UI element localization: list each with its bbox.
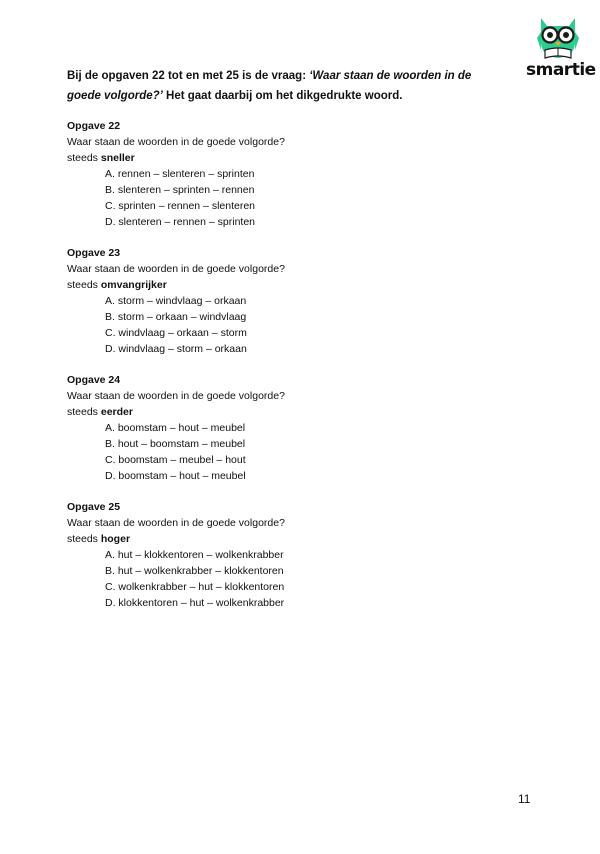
answer-option-d: D. windvlaag – storm – orkaan — [105, 343, 247, 355]
exercise-question: Waar staan de woorden in de goede volgorde? — [67, 517, 285, 529]
instructions — [67, 66, 507, 106]
answer-option-b: B. hout – boomstam – meubel — [105, 438, 246, 450]
exercise-question: Waar staan de woorden in de goede volgorde? — [67, 136, 285, 148]
exercise-title: Opgave 22 — [67, 120, 121, 132]
answer-option-b: B. hut – wolkenkrabber – klokkentoren — [105, 565, 284, 577]
exercise-25 — [67, 499, 487, 611]
answer-option-a: A. storm – windvlaag – orkaan — [105, 295, 247, 307]
exercise-question: Waar staan de woorden in de goede volgorde? — [67, 263, 285, 275]
exercise-prompt — [67, 404, 487, 420]
answer-option-c: C. wolkenkrabber – hut – klokkentoren — [105, 581, 285, 593]
exercise-prompt — [67, 531, 487, 547]
exercise-23 — [67, 245, 487, 357]
instructions-prefix: Bij de opgaven 22 tot en met 25 is de vraag: — [67, 70, 310, 82]
prompt-prefix: steeds — [67, 279, 101, 291]
page-number: 11 — [518, 792, 531, 806]
answer-option-c: C. boomstam – meubel – hout — [105, 454, 246, 466]
answer-option-a: A. rennen – slenteren – sprinten — [105, 168, 255, 180]
answer-option-c: C. sprinten – rennen – slenteren — [105, 200, 256, 212]
answer-option-d: D. boomstam – hout – meubel — [105, 470, 246, 482]
prompt-keyword: omvangrijker — [100, 279, 167, 291]
answer-option-a: A. hut – klokkentoren – wolkenkrabber — [105, 549, 284, 561]
smartie-logo — [526, 12, 596, 80]
answer-option-b: B. slenteren – sprinten – rennen — [105, 184, 255, 196]
prompt-keyword: sneller — [100, 152, 135, 164]
exercise-24 — [67, 372, 487, 484]
exercise-title: Opgave 23 — [67, 247, 121, 259]
answer-option-a: A. boomstam – hout – meubel — [105, 422, 246, 434]
answer-option-d: D. slenteren – rennen – sprinten — [105, 216, 256, 228]
owl-icon — [531, 12, 585, 62]
exercise-prompt — [67, 277, 487, 293]
answer-option-b: B. storm – orkaan – windvlaag — [105, 311, 247, 323]
answer-option-c: C. windvlaag – orkaan – storm — [105, 327, 247, 339]
exercise-title: Opgave 24 — [67, 374, 121, 386]
prompt-keyword: hoger — [100, 533, 131, 545]
prompt-keyword: eerder — [100, 406, 133, 418]
prompt-prefix: steeds — [67, 406, 101, 418]
instructions-suffix: Het gaat daarbij om het dikgedrukte woord. — [162, 90, 403, 102]
logo-text: smartie — [526, 60, 596, 80]
exercise-question: Waar staan de woorden in de goede volgorde? — [67, 390, 285, 402]
answer-option-d: D. klokkentoren – hut – wolkenkrabber — [105, 597, 285, 609]
instructions-question: ‘Waar staan de woorden in de goede volgorde?’ — [67, 70, 472, 102]
prompt-prefix: steeds — [67, 533, 101, 545]
exercise-22 — [67, 118, 487, 230]
exercise-title: Opgave 25 — [67, 501, 121, 513]
prompt-prefix: steeds — [67, 152, 101, 164]
exercise-prompt — [67, 150, 487, 166]
